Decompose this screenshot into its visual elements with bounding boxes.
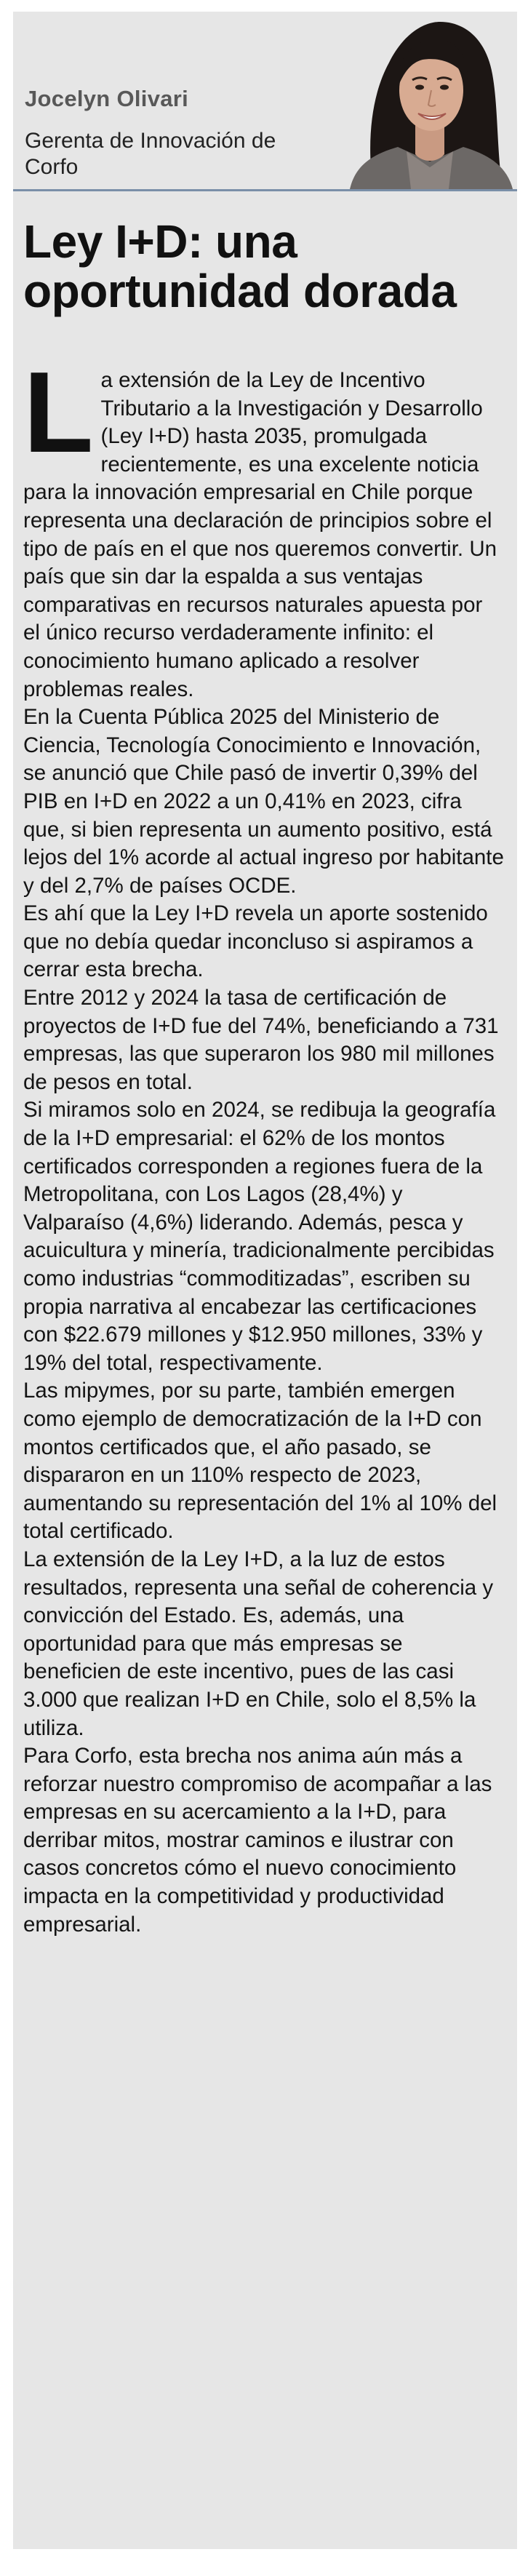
article-title: Ley I+D: una oportunidad dorada xyxy=(23,215,457,317)
author-role: Gerenta de Innovación de Corfo xyxy=(25,129,276,179)
drop-cap: L xyxy=(23,348,94,476)
paragraph: Para Corfo, esta brecha nos anima aún más a reforzar nuestro compromiso de acompañar a las empresas en su acercamiento a la I+D, para derribar mitos, mostrar caminos e ilustrar con casos concretos cómo el nuevo conocimiento impacta en la competitividad y productividad empresarial. xyxy=(23,1744,492,1937)
paragraph: Es ahí que la Ley I+D revela un aporte sostenido que no debía quedar inconcluso si aspiramos a cerrar esta brecha. xyxy=(23,901,488,982)
paragraph: En la Cuenta Pública 2025 del Ministerio de Ciencia, Tecnología Conocimiento e Innovación, se anunció que Chile pasó de invertir 0,39% del PIB en I+D en 2022 a un 0,41% en 2023, cifra que, si bien representa un aumento positivo, está lejos del 1% acorde al actual ingreso por habitante y del 2,7% de países OCDE. xyxy=(23,705,504,898)
author-header xyxy=(13,12,517,192)
paragraph: Si miramos solo en 2024, se redibuja la geografía de la I+D empresarial: el 62% de los montos certificados corresponden a regiones fuera de la Metropolitana, con Los Lagos (28,4%) y Valparaíso (4,6%) liderando. Además, pesca y acuicultura y minería, tradicionalmente percibidas como industrias “commoditizadas”, escriben su propia narrativa al encabezar las certificaciones con $22.679 millones y $12.950 millones, 33% y 19% del total, respectivamente. xyxy=(23,1098,496,1375)
paragraph: a extensión de la Ley de Incentivo Tributario a la Investigación y Desarrollo (Ley I+D) hasta 2035, promulgada recientemente, es una excelente noticia para la innovación empresarial en Chile porque representa una declaración de principios sobre el tipo de país en el que nos queremos convertir. Un país que sin dar la espalda a sus ventajas comparativas en recursos naturales apuesta por el único recurso verdaderamente infinito: el conocimiento humano aplicado a resolver problemas reales. xyxy=(23,368,497,701)
paragraph: Las mipymes, por su parte, también emergen como ejemplo de democratización de la I+D con montos certificados que, el año pasado, se dispararon en un 110% respecto de 2023, aumentando su representación del 1% al 10% del total certificado. xyxy=(23,1379,497,1544)
paragraph: La extensión de la Ley I+D, a la luz de estos resultados, representa una señal de coherencia y convicción del Estado. Es, además, una oportunidad para que más empresas se beneficien de este incentivo, pues de las casi 3.000 que realizan I+D en Chile, solo el 8,5% la utiliza. xyxy=(23,1547,494,1740)
article-body xyxy=(23,348,505,1939)
header-divider xyxy=(13,189,517,191)
author-name: Jocelyn Olivari xyxy=(25,86,189,111)
author-portrait xyxy=(344,12,517,189)
paragraph: Entre 2012 y 2024 la tasa de certificación de proyectos de I+D fue del 74%, beneficiando a 731 empresas, las que superaron los 980 mil millones de pesos en total. xyxy=(23,986,499,1094)
opinion-column xyxy=(13,12,517,2549)
